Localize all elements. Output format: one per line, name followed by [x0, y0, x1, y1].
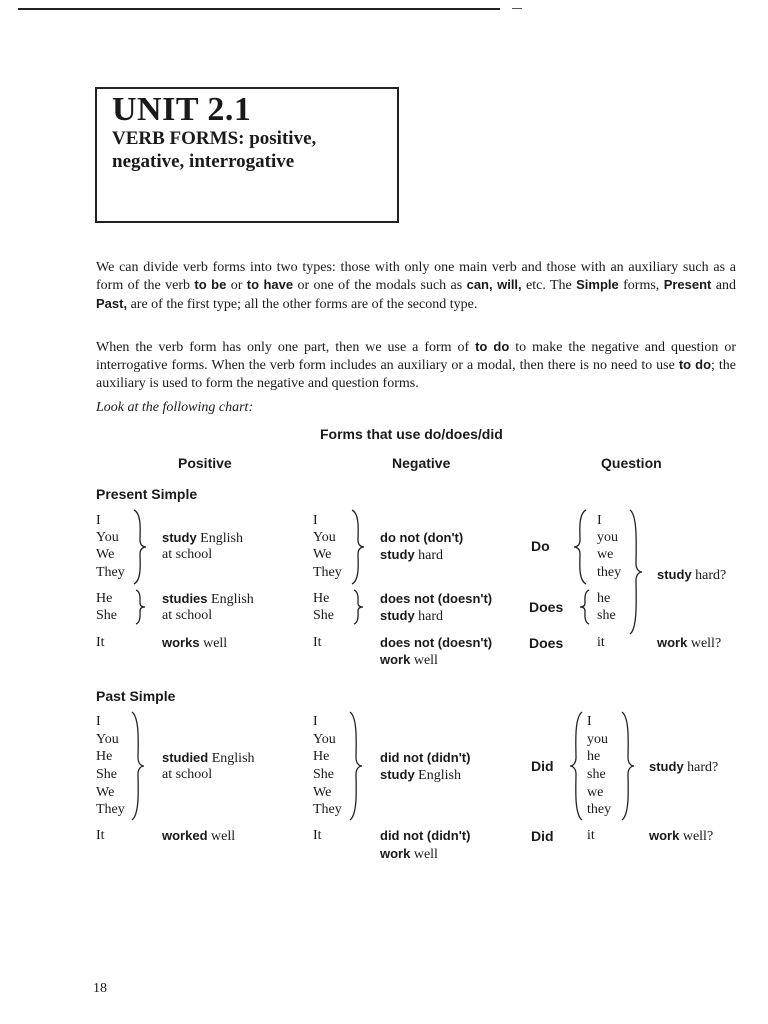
header-question: Question — [601, 455, 662, 471]
q-pron-they: they — [597, 565, 622, 580]
neg-pron-we: We — [313, 547, 332, 562]
pron-they: They — [96, 565, 125, 580]
past-neg-2b: work well — [380, 846, 438, 862]
present-pos-2: studies English — [162, 591, 254, 607]
present-neg-3: does not (doesn't) — [380, 635, 493, 650]
neg-pron-you: You — [313, 530, 336, 545]
past-q-pron-he: he — [587, 749, 601, 764]
pron-he: He — [96, 591, 113, 606]
past-q-pron-you: you — [587, 732, 608, 747]
brace-present-neg-2 — [348, 588, 368, 626]
q-pron-i: I — [597, 513, 602, 528]
present-pos-1b: at school — [162, 547, 213, 562]
past-simple-label: Past Simple — [96, 688, 176, 704]
past-pron-they: They — [96, 802, 125, 817]
header-positive: Positive — [178, 455, 232, 471]
present-simple-label: Present Simple — [96, 486, 198, 502]
past-neg-pron-they: They — [313, 802, 342, 817]
pron-we: We — [96, 547, 115, 562]
past-q-pron-i: I — [587, 714, 592, 729]
past-neg-2: did not (didn't) — [380, 828, 471, 843]
pron-i: I — [96, 513, 101, 528]
q-pron-it: it — [597, 635, 605, 650]
present-pos-3: works well — [162, 635, 228, 651]
q-pron-he: he — [597, 591, 611, 606]
past-neg-1: did not (didn't) — [380, 750, 471, 765]
q-aux-does-it: Does — [529, 635, 564, 651]
brace-present-pos-2 — [130, 588, 150, 626]
present-q-verb: study hard? — [657, 567, 727, 583]
top-rule — [18, 8, 500, 10]
present-neg-2b: study hard — [380, 608, 444, 624]
past-q-pron-she: she — [587, 767, 606, 782]
past-pos-2: worked well — [162, 828, 236, 844]
brace-present-q-2 — [575, 588, 595, 626]
past-pos-1: studied English — [162, 750, 255, 766]
q-aux-do: Do — [531, 538, 550, 554]
pron-it: It — [96, 635, 105, 650]
past-neg-pron-she: She — [313, 767, 334, 782]
pron-you: You — [96, 530, 119, 545]
past-neg-pron-we: We — [313, 785, 332, 800]
present-neg-1: do not (don't) — [380, 530, 464, 545]
brace-present-neg-1 — [348, 508, 368, 586]
present-pos-1: study English — [162, 530, 243, 546]
neg-pron-i: I — [313, 513, 318, 528]
past-neg-pron-i: I — [313, 714, 318, 729]
neg-pron-he: He — [313, 591, 330, 606]
q-pron-she: she — [597, 608, 616, 623]
header-negative: Negative — [392, 455, 451, 471]
paragraph-1: We can divide verb forms into two types: those with only one main verb and those with an auxiliary such as a form of the verb to be or to have or one of the modals such as can, will, etc. The Simple forms, Present and Past, are of the first type; all the other forms are of the second type. — [96, 260, 736, 312]
past-q-pron-it: it — [587, 828, 595, 843]
neg-pron-she: She — [313, 608, 334, 623]
brace-present-pos-1 — [130, 508, 150, 586]
chart-intro: Look at the following chart: — [96, 400, 254, 415]
past-q-2: work well? — [649, 828, 714, 844]
past-pron-we: We — [96, 785, 115, 800]
page-number: 18 — [93, 981, 107, 996]
chart-title: Forms that use do/does/did — [320, 426, 503, 442]
past-q-verb: study hard? — [649, 759, 719, 775]
brace-past-q-left — [566, 710, 586, 822]
q-pron-we: we — [597, 547, 614, 562]
past-neg-pron-it: It — [313, 828, 322, 843]
past-neg-pron-he: He — [313, 749, 330, 764]
past-q-aux-did-it: Did — [531, 828, 554, 844]
paragraph-2: When the verb form has only one part, then we use a form of to do to make the negative and question or interrogative forms. When the verb form includes an auxiliary or a modal, then there is no need to use to do; the auxiliary is used to form the negative and question forms. — [96, 339, 737, 391]
brace-present-q-1 — [570, 508, 590, 586]
q-pron-you: you — [597, 530, 618, 545]
past-pron-you: You — [96, 732, 119, 747]
unit-title-box — [95, 87, 399, 223]
brace-past-neg — [346, 710, 366, 822]
present-neg-2: does not (doesn't) — [380, 591, 493, 606]
unit-title: UNIT 2.1 — [112, 91, 252, 128]
neg-pron-it: It — [313, 635, 322, 650]
past-q-pron-they: they — [587, 802, 612, 817]
past-pron-it: It — [96, 828, 105, 843]
brace-past-q-right — [618, 710, 638, 822]
past-q-aux-did: Did — [531, 758, 554, 774]
past-pron-she: She — [96, 767, 117, 782]
past-q-pron-we: we — [587, 785, 604, 800]
unit-subtitle: VERB FORMS: positive, negative, interrogative — [112, 128, 317, 172]
q-aux-does: Does — [529, 599, 564, 615]
past-neg-1b: study English — [380, 767, 461, 783]
present-neg-1b: study hard — [380, 547, 444, 563]
past-pos-1b: at school — [162, 767, 213, 782]
present-pos-2b: at school — [162, 608, 213, 623]
present-neg-3b: work well — [380, 652, 438, 668]
brace-past-pos — [128, 710, 148, 822]
top-rule-dash — [512, 8, 522, 9]
past-pron-he: He — [96, 749, 113, 764]
brace-present-q-right — [626, 508, 646, 636]
pron-she: She — [96, 608, 117, 623]
past-pron-i: I — [96, 714, 101, 729]
present-q-3: work well? — [657, 635, 722, 651]
neg-pron-they: They — [313, 565, 342, 580]
past-neg-pron-you: You — [313, 732, 336, 747]
